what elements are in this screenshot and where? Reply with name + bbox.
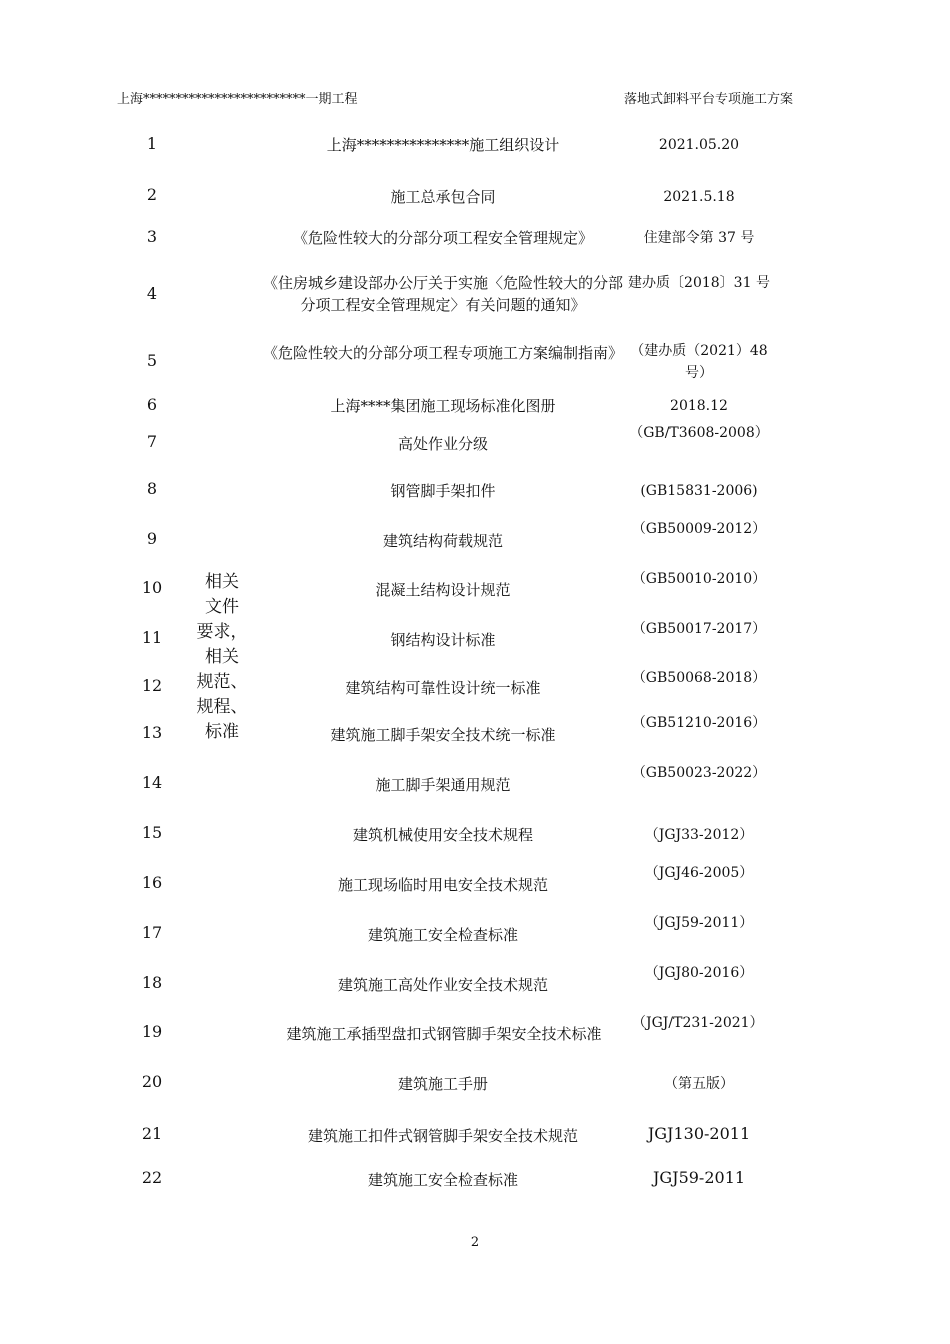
row-code: （GB50017-2017） — [631, 621, 767, 637]
row-title: 施工总承包合同 — [390, 188, 496, 206]
page-number: 2 — [470, 1235, 480, 1250]
row-number: 6 — [146, 395, 158, 414]
row-code: （建办质（2021）48 号） — [630, 343, 768, 381]
row-number: 22 — [141, 1168, 163, 1187]
row-title: 施工脚手架通用规范 — [375, 776, 511, 794]
row-code: (GB15831-2006) — [640, 483, 758, 499]
row-number: 12 — [141, 676, 163, 695]
row-number: 20 — [141, 1072, 163, 1091]
row-title: 《危险性较大的分部分项工程专项施工方案编制指南》 — [262, 344, 623, 362]
row-title: 建筑机械使用安全技术规程 — [352, 826, 533, 844]
category-label-line: 规程、 — [196, 697, 248, 717]
row-number: 3 — [146, 227, 158, 246]
row-code: （JGJ/T231-2021） — [632, 1015, 764, 1031]
row-code: 2018.12 — [670, 398, 728, 414]
row-code: （JGJ33-2012） — [644, 827, 754, 843]
row-code: JGJ59-2011 — [652, 1168, 746, 1187]
category-label-line: 要求， — [196, 622, 248, 642]
category-label-line: 规范、 — [196, 672, 248, 692]
row-code: 住建部令第 37 号 — [643, 230, 755, 246]
row-title: 《住房城乡建设部办公厅关于实施〈危险性较大的分部分项工程安全管理规定〉有关问题的通知》 — [262, 274, 623, 314]
row-title: 建筑施工手册 — [397, 1075, 488, 1093]
row-title: 建筑结构荷载规范 — [382, 532, 503, 550]
row-number: 21 — [141, 1124, 163, 1143]
row-title: 建筑施工脚手架安全技术统一标准 — [330, 726, 556, 744]
row-title: 建筑施工安全检查标准 — [367, 1171, 518, 1189]
row-number: 13 — [141, 723, 163, 742]
row-number: 1 — [146, 134, 158, 153]
row-number: 5 — [146, 351, 158, 370]
row-title: 混凝土结构设计规范 — [375, 581, 511, 599]
row-title: 上海****集团施工现场标准化图册 — [330, 397, 556, 415]
row-number: 11 — [141, 628, 163, 647]
row-title: 施工现场临时用电安全技术规范 — [337, 876, 548, 894]
row-number: 8 — [146, 479, 158, 498]
row-code: （JGJ80-2016） — [644, 965, 754, 981]
row-title: 建筑施工高处作业安全技术规范 — [337, 976, 548, 994]
row-title: 上海***************施工组织设计 — [326, 136, 560, 154]
row-number: 19 — [141, 1022, 163, 1041]
row-code: 2021.5.18 — [663, 189, 735, 205]
row-number: 18 — [141, 973, 163, 992]
row-number: 2 — [146, 185, 158, 204]
row-code: （GB/T3608-2008） — [629, 425, 769, 441]
header-document-title: 落地式卸料平台专项施工方案 — [624, 92, 794, 107]
category-label-line: 文件 — [205, 597, 239, 617]
row-code: （JGJ46-2005） — [644, 865, 754, 881]
category-label — [196, 570, 248, 745]
row-code: （GB50010-2010） — [631, 571, 767, 587]
category-label-line: 标准 — [205, 722, 239, 742]
row-title: 建筑施工安全检查标准 — [367, 926, 518, 944]
row-code: 建办质〔2018〕31 号 — [628, 275, 770, 291]
row-number: 10 — [141, 578, 163, 597]
row-code: （GB50009-2012） — [631, 521, 767, 537]
row-code: （GB50068-2018） — [631, 670, 767, 686]
row-title: 《危险性较大的分部分项工程安全管理规定》 — [292, 229, 593, 247]
row-number: 16 — [141, 873, 163, 892]
row-title: 建筑结构可靠性设计统一标准 — [345, 679, 541, 697]
row-code: （JGJ59-2011） — [644, 915, 754, 931]
row-number: 14 — [141, 773, 163, 792]
header-project-name: 上海*************************一期工程 — [117, 92, 358, 107]
row-title: 钢结构设计标准 — [390, 631, 496, 649]
row-code: 2021.05.20 — [658, 137, 740, 153]
row-code: （GB50023-2022） — [631, 765, 767, 781]
row-code: （GB51210-2016） — [631, 715, 767, 731]
row-title: 钢管脚手架扣件 — [390, 482, 496, 500]
row-number: 4 — [146, 284, 158, 303]
row-number: 15 — [141, 823, 163, 842]
row-title: 建筑施工承插型盘扣式钢管脚手架安全技术标准 — [286, 1025, 602, 1043]
category-label-line: 相关 — [205, 572, 239, 592]
row-number: 17 — [141, 923, 163, 942]
row-number: 7 — [146, 432, 158, 451]
row-title: 建筑施工扣件式钢管脚手架安全技术规范 — [307, 1127, 578, 1145]
row-number: 9 — [146, 529, 158, 548]
row-title: 高处作业分级 — [397, 435, 488, 453]
row-code: JGJ130-2011 — [647, 1124, 751, 1143]
category-label-line: 相关 — [205, 647, 239, 667]
row-code: （第五版） — [664, 1076, 734, 1092]
